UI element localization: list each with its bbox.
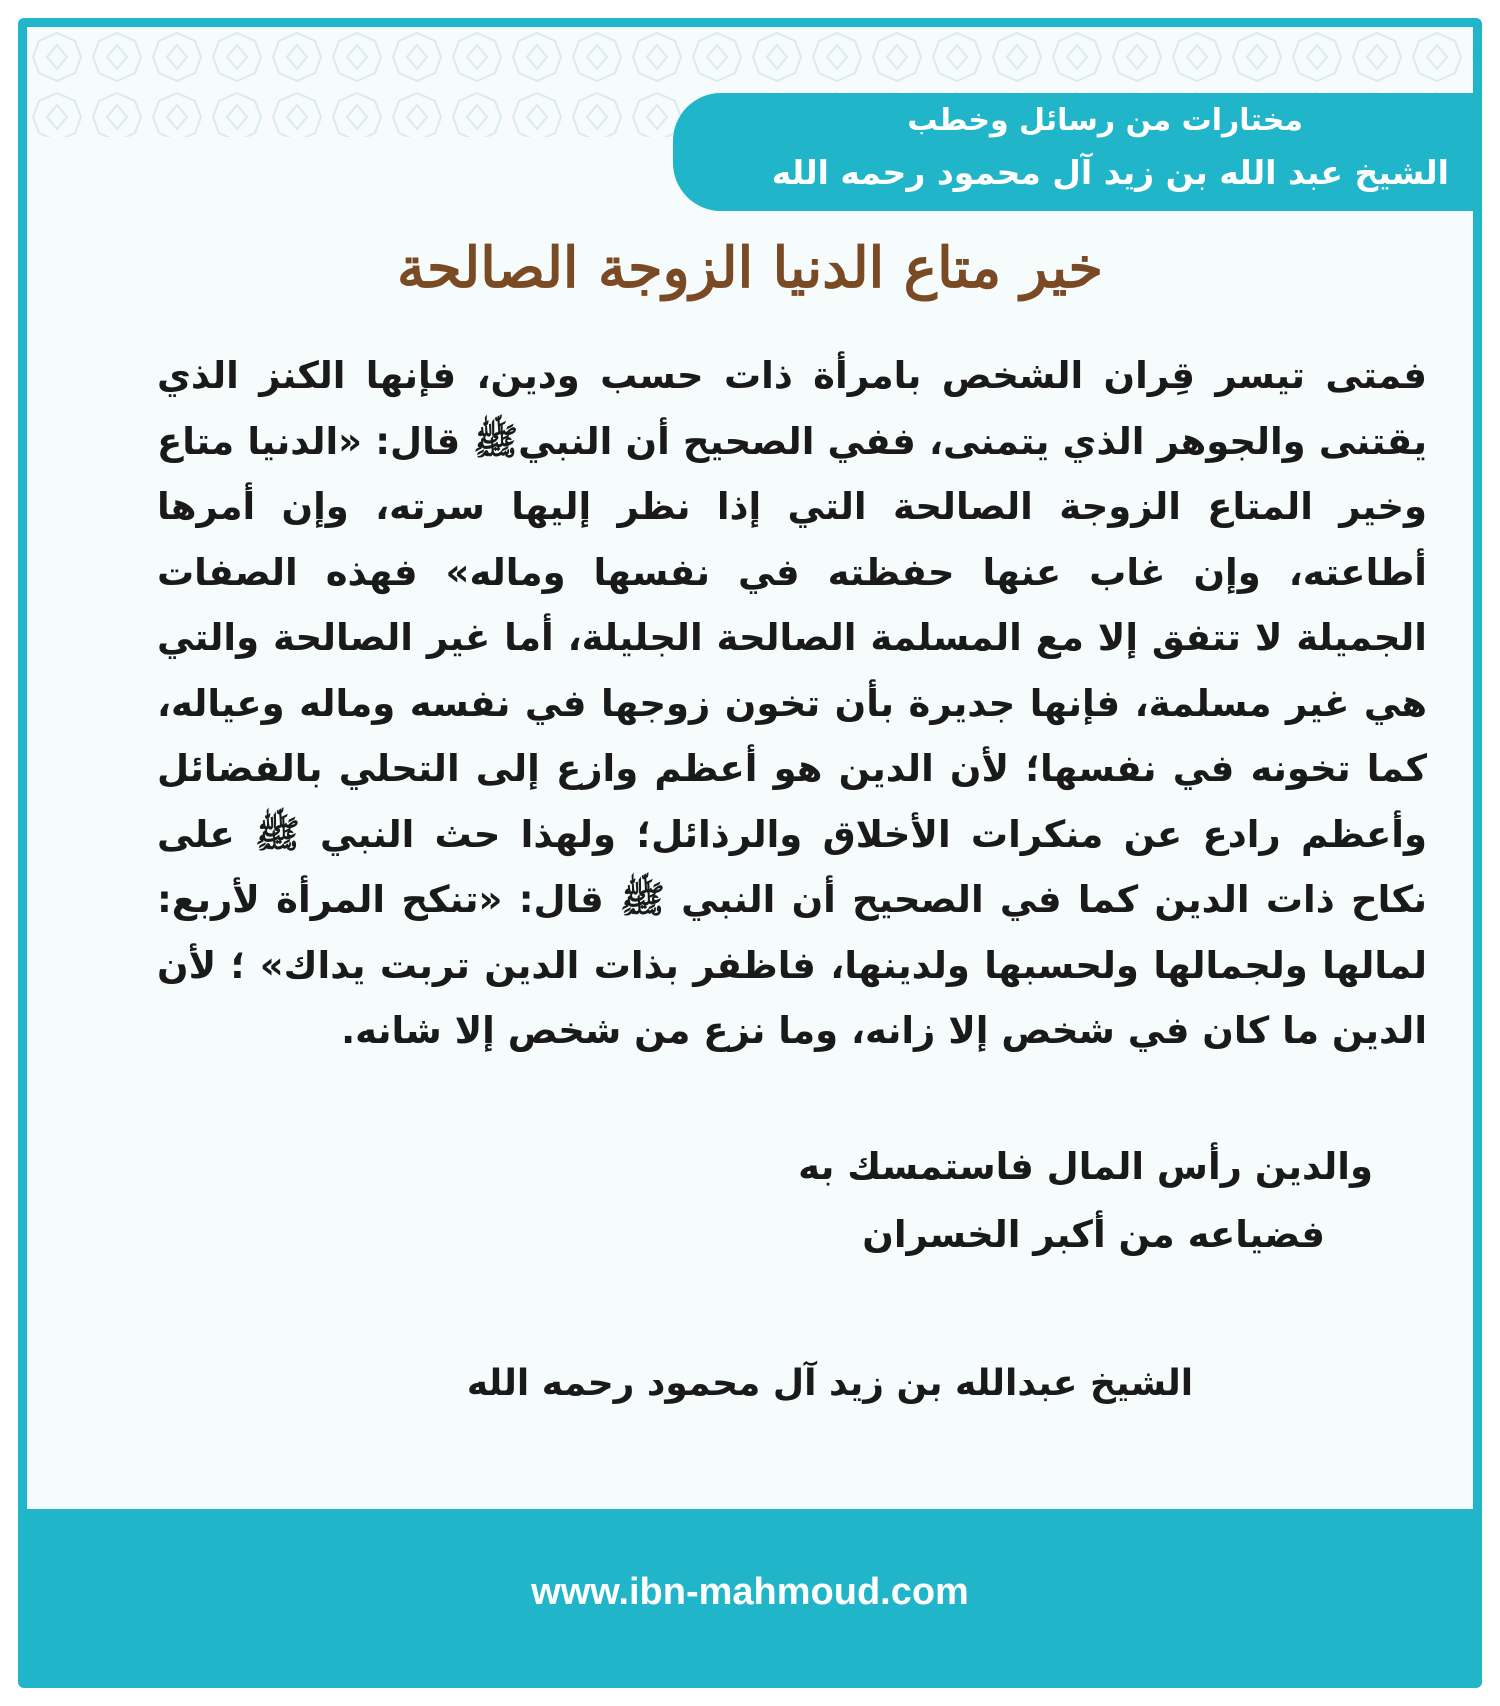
signature-block: [27, 1363, 1473, 1404]
footer-bar: [27, 1509, 1473, 1679]
author-signature: الشيخ عبدالله بن زيد آل محمود رحمه الله: [466, 1363, 1194, 1404]
poem-verse: [798, 1133, 1373, 1269]
verse-line-2: فضياعه من أكبر الخسران: [862, 1213, 1325, 1256]
header-subtitle: مختارات من رسائل وخطب: [907, 103, 1303, 138]
verse-line-1: والدين رأس المال فاستمسك به: [798, 1145, 1373, 1188]
page-frame: [18, 18, 1482, 1688]
website-link[interactable]: www.ibn-mahmoud.com: [531, 1571, 969, 1613]
article-body: فمتى تيسر قِران الشخص بامرأة ذات حسب ودين، فإنها الكنز الذي يقتنى والجوهر الذي يتمنى، ففي الصحيح أن النبيﷺ قال: «الدنيا متاع وخير المتاع الزوجة الصالحة التي إذا نظر إليها سرته، وإن أمرها أطاعته، وإن غاب عنها حفظته في نفسها وماله» فهذه الصفات الجميلة لا تتفق إلا مع المسلمة الصالحة الجليلة، أما غير الصالحة والتي هي غير مسلمة، فإنها جديرة بأن تخون زوجها في نفسه وماله وعياله، كما تخونه في نفسها؛ لأن الدين هو أعظم وازع إلى التحلي بالفضائل وأعظم رادع عن منكرات الأخلاق والرذائل؛ ولهذا حث النبي ﷺ على نكاح ذات الدين كما في الصحيح أن النبي ﷺ قال: «تنكح المرأة لأربع: لمالها ولجمالها ولحسبها ولدينها، فاظفر بذات الدين تربت يداك» ؛ لأن الدين ما كان في شخص إلا زانه، وما نزع من شخص إلا شانه.: [157, 354, 1427, 1052]
header-author: الشيخ عبد الله بن زيد آل محمود رحمه الله: [771, 153, 1449, 192]
article-title: خير متاع الدنيا الزوجة الصالحة: [396, 235, 1103, 301]
header-ribbon: [673, 93, 1473, 211]
